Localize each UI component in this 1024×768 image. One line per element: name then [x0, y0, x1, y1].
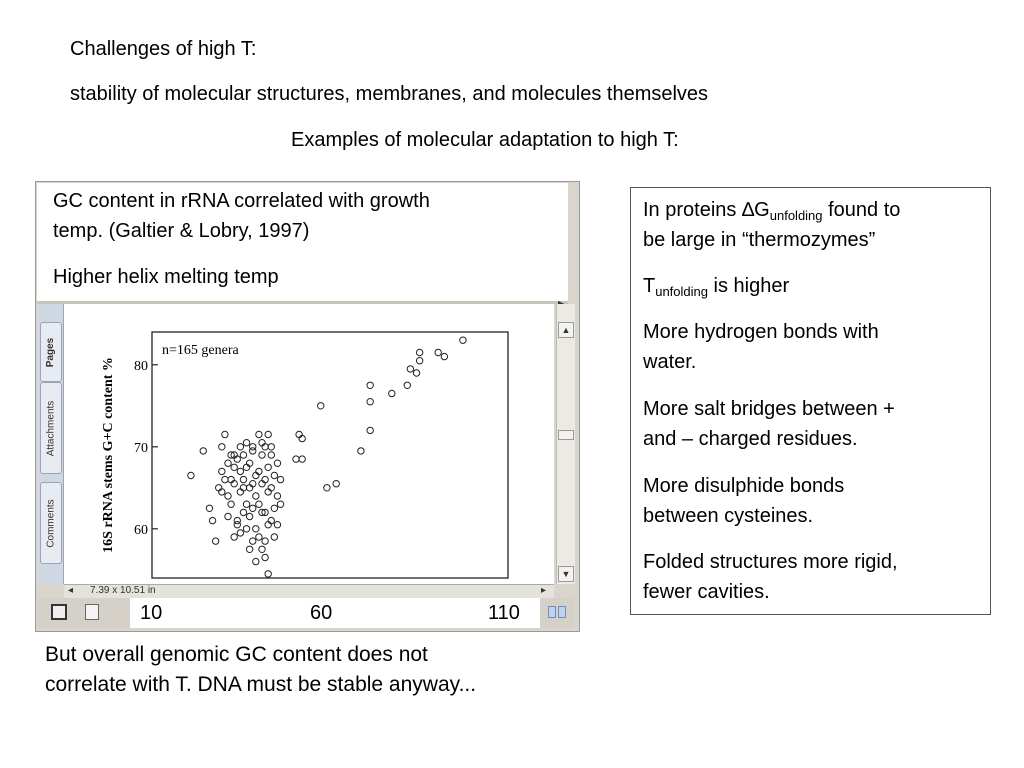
two-page-view-icon[interactable]: [548, 606, 566, 618]
data-point: [222, 476, 228, 482]
tab-comments[interactable]: Comments: [40, 482, 62, 564]
data-point: [237, 444, 243, 450]
data-point: [293, 456, 299, 462]
data-point: [413, 370, 419, 376]
y-tick-label: 60: [134, 522, 148, 538]
data-point: [271, 472, 277, 478]
y-tick-label: 70: [134, 440, 148, 456]
protein-point-5a: More disulphide bonds: [643, 475, 845, 497]
data-point: [206, 505, 212, 511]
data-point: [389, 390, 395, 396]
y-axis-label: 16S rRNA stems G+C content %: [101, 357, 116, 553]
tab-pages[interactable]: Pages: [40, 322, 62, 382]
data-point: [237, 468, 243, 474]
data-point: [250, 538, 256, 544]
data-point: [358, 448, 364, 454]
data-point: [237, 530, 243, 536]
protein-point-1: In proteins $\Delta G_{unfolding}$ found to: [643, 199, 901, 223]
data-point: [256, 534, 262, 540]
scroll-right-icon[interactable]: ▸: [540, 585, 546, 596]
data-point: [277, 476, 283, 482]
data-point: [274, 522, 280, 528]
data-point: [240, 452, 246, 458]
navigation-tabs-panel: [37, 304, 64, 584]
data-point: [407, 366, 413, 372]
axis-number-strip: [130, 598, 540, 628]
data-point: [265, 571, 271, 577]
y-tick-label: 80: [134, 358, 148, 374]
data-point: [231, 534, 237, 540]
data-point: [188, 472, 194, 478]
monitor-icon[interactable]: [51, 604, 67, 620]
data-point: [250, 444, 256, 450]
data-point: [243, 440, 249, 446]
data-point: [435, 349, 441, 355]
slide-heading-line3: Examples of molecular adaptation to high T:: [291, 129, 679, 151]
page-size-readout: 7.39 x 10.51 in: [90, 585, 156, 596]
data-point: [243, 526, 249, 532]
data-point: [262, 554, 268, 560]
protein-point-6b: fewer cavities.: [643, 581, 770, 603]
data-point: [200, 448, 206, 454]
data-point: [268, 444, 274, 450]
scroll-left-icon[interactable]: ◂: [68, 585, 74, 596]
data-point: [209, 517, 215, 523]
data-point: [219, 444, 225, 450]
protein-point-3a: More hydrogen bonds with: [643, 321, 879, 343]
data-point: [404, 382, 410, 388]
data-point: [256, 501, 262, 507]
data-point: [243, 501, 249, 507]
data-point: [274, 460, 280, 466]
data-point: [240, 509, 246, 515]
data-point: [441, 353, 447, 359]
bottom-text-line1: But overall genomic GC content does not: [45, 643, 428, 666]
bottom-text-line2: correlate with T. DNA must be stable anyway...: [45, 673, 477, 696]
data-point: [256, 431, 262, 437]
data-point: [318, 403, 324, 409]
data-point: [367, 399, 373, 405]
data-point: [299, 456, 305, 462]
data-point: [265, 431, 271, 437]
viewer-caption-box: [37, 183, 568, 301]
data-point: [225, 493, 231, 499]
data-point: [367, 382, 373, 388]
caption-line-1b: temp. (Galtier & Lobry, 1997): [53, 220, 310, 242]
protein-point-5b: between cysteines.: [643, 505, 814, 527]
data-point: [219, 468, 225, 474]
viewer-status-bar: [64, 584, 554, 599]
data-point: [271, 505, 277, 511]
data-point: [274, 493, 280, 499]
data-point: [250, 505, 256, 511]
data-point: [416, 349, 422, 355]
scroll-up-icon[interactable]: ▲: [558, 322, 574, 338]
scroll-down-icon[interactable]: ▼: [558, 566, 574, 582]
axis-number-110: 110: [488, 602, 520, 624]
data-point: [212, 538, 218, 544]
data-point: [262, 538, 268, 544]
data-point: [234, 522, 240, 528]
protein-point-4b: and – charged residues.: [643, 428, 858, 450]
data-point: [367, 427, 373, 433]
caption-line-2: Higher helix melting temp: [53, 266, 279, 288]
protein-point-1-cont: be large in “thermozymes”: [643, 229, 876, 251]
vertical-scrollbar[interactable]: [556, 304, 575, 584]
protein-adaptations-box: [630, 187, 991, 615]
data-point: [460, 337, 466, 343]
scatter-chart: [64, 304, 554, 584]
data-point: [231, 464, 237, 470]
axis-number-60: 60: [310, 602, 333, 624]
data-point: [240, 476, 246, 482]
data-point: [246, 546, 252, 552]
tab-attachments[interactable]: Attachments: [40, 382, 62, 474]
slide-heading-line2: stability of molecular structures, membranes, and molecules themselves: [70, 83, 709, 105]
data-point: [277, 501, 283, 507]
data-point: [225, 460, 231, 466]
scatter-plot-page: [64, 304, 554, 584]
data-point: [265, 464, 271, 470]
protein-point-3b: water.: [643, 351, 697, 373]
protein-point-6a: Folded structures more rigid,: [643, 551, 898, 573]
protein-point-4a: More salt bridges between +: [643, 398, 895, 420]
data-point: [225, 513, 231, 519]
data-point: [324, 485, 330, 491]
data-point: [271, 534, 277, 540]
data-point: [246, 513, 252, 519]
data-point: [259, 452, 265, 458]
data-point: [416, 358, 422, 364]
data-point: [228, 501, 234, 507]
data-point: [253, 526, 259, 532]
data-point: [259, 546, 265, 552]
caption-line-1a: GC content in rRNA correlated with growth: [53, 190, 430, 212]
page-icon[interactable]: [85, 604, 99, 620]
data-point: [222, 431, 228, 437]
data-point: [253, 493, 259, 499]
plot-frame: [152, 332, 508, 578]
data-point: [253, 558, 259, 564]
data-point: [268, 452, 274, 458]
data-point: [333, 481, 339, 487]
protein-point-2: $T_{unfolding}$ is higher: [643, 275, 790, 299]
slide-heading-line1: Challenges of high T:: [70, 38, 257, 60]
scroll-thumb[interactable]: [558, 430, 574, 440]
chart-annotation: n=165 genera: [162, 343, 239, 358]
axis-number-10: 10: [140, 602, 163, 624]
